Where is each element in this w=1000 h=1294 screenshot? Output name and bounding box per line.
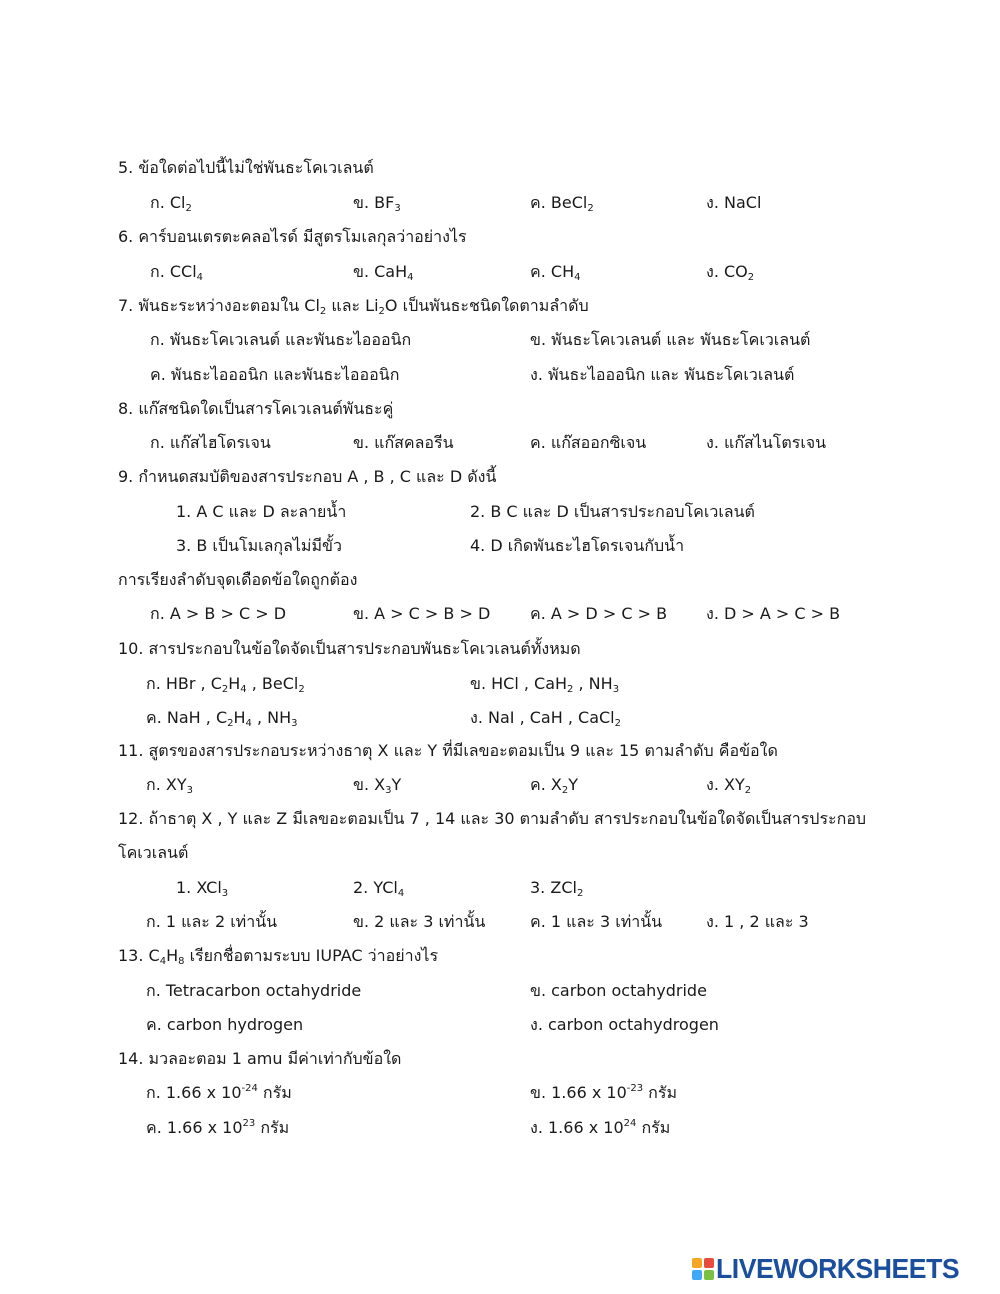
option-b[interactable]: ข. CaH$_4$ bbox=[353, 262, 414, 283]
option-c[interactable]: ค. $X_2Y$ bbox=[530, 775, 579, 796]
property-item: 4. D เกิดพันธะไฮโดรเจนกับน้ำ bbox=[470, 536, 685, 555]
option-a[interactable]: ก. $Cl_2$ bbox=[150, 193, 192, 214]
option-a[interactable]: ก. Tetracarbon octahydride bbox=[146, 981, 362, 1000]
option-b[interactable]: ข. A > C > B > D bbox=[353, 604, 491, 623]
question-12-stem-cont bbox=[0, 838, 1000, 868]
property-item: 2. B C และ D เป็นสารประกอบโคเวเลนต์ bbox=[470, 502, 755, 521]
logo-icon bbox=[692, 1258, 714, 1280]
option-c[interactable]: ค. $CH_4$ bbox=[530, 262, 581, 283]
logo-square bbox=[704, 1270, 714, 1280]
question-stem: 8. แก๊สชนิดใดเป็นสารโคเวเลนต์พันธะคู่ bbox=[118, 399, 394, 418]
question-stem: 7. พันธะระหว่างอะตอมใน $Cl_2$ และ $Li_2O$ เป็นพันธะชนิดใดตามลำดับ bbox=[118, 296, 589, 317]
question-stem: 12. ถ้าธาตุ X , Y และ Z มีเลขอะตอมเป็น 7 , 14 และ 30 ตามลำดับ สารประกอบในข้อใดจัดเป็นสารประกอบ bbox=[118, 809, 867, 828]
question-7-options-row1 bbox=[0, 325, 1000, 355]
option-a[interactable]: ก. $XY_3$ bbox=[146, 775, 193, 796]
option-d[interactable]: ง. $XY_2$ bbox=[706, 775, 752, 796]
option-b[interactable]: ข. แก๊สคลอรีน bbox=[353, 433, 454, 452]
question-14 bbox=[0, 1044, 1000, 1074]
option-a[interactable]: ก. CCl$_4$ bbox=[150, 262, 204, 283]
question-10-options-row2 bbox=[0, 703, 1000, 733]
logo-square bbox=[704, 1258, 714, 1268]
compound-item: 1. XCl$_3$ bbox=[176, 878, 229, 899]
option-d[interactable]: ง. แก๊สไนโตรเจน bbox=[706, 433, 827, 452]
logo-square bbox=[692, 1270, 702, 1280]
question-9-options bbox=[0, 599, 1000, 629]
question-9-properties-row1 bbox=[0, 497, 1000, 527]
option-b[interactable]: ข. พันธะโคเวเลนต์ และ พันธะโคเวเลนต์ bbox=[530, 330, 811, 349]
option-d[interactable]: ง. พันธะไอออนิก และ พันธะโคเวเลนต์ bbox=[530, 365, 795, 384]
option-c[interactable]: ค. 1 และ 3 เท่านั้น bbox=[530, 912, 663, 931]
sub-question: การเรียงลำดับจุดเดือดข้อใดถูกต้อง bbox=[118, 570, 358, 589]
option-a[interactable]: ก. HBr , $C_2H_4$ , BeCl$_2$ bbox=[146, 674, 305, 695]
property-item: 3. B เป็นโมเลกุลไม่มีขั้ว bbox=[176, 536, 342, 555]
question-stem: 6. คาร์บอนเตรตะคลอไรด์ มีสูตรโมเลกุลว่าอย่างไร bbox=[118, 227, 467, 246]
question-13-options-row2 bbox=[0, 1010, 1000, 1040]
property-item: 1. A C และ D ละลายน้ำ bbox=[176, 502, 347, 521]
question-7-options-row2 bbox=[0, 360, 1000, 390]
option-a[interactable]: ก. พันธะโคเวเลนต์ และพันธะไอออนิก bbox=[150, 330, 412, 349]
option-d[interactable]: ง. NaCl bbox=[706, 193, 762, 212]
option-a[interactable]: ก. แก๊สไฮโดรเจน bbox=[150, 433, 271, 452]
question-11 bbox=[0, 736, 1000, 766]
option-c[interactable]: ค. 1.66 x $10^{23}$ กรัม bbox=[146, 1118, 290, 1137]
option-b[interactable]: ข. 1.66 x $10^{-23}$ กรัม bbox=[530, 1083, 678, 1102]
logo-text: LIVEWORKSHEETS bbox=[716, 1253, 960, 1284]
liveworksheets-logo[interactable] bbox=[692, 1251, 992, 1285]
question-14-options-row2 bbox=[0, 1113, 1000, 1143]
option-b[interactable]: ข. $BF_3$ bbox=[353, 193, 401, 214]
option-d[interactable]: ง. D > A > C > B bbox=[706, 604, 841, 623]
question-10 bbox=[0, 634, 1000, 664]
option-d[interactable]: ง. 1 , 2 และ 3 bbox=[706, 912, 809, 931]
option-d[interactable]: ง. carbon octahydrogen bbox=[530, 1015, 719, 1034]
question-11-options bbox=[0, 770, 1000, 800]
option-c[interactable]: ค. พันธะไอออนิก และพันธะไอออนิก bbox=[150, 365, 400, 384]
question-8-options bbox=[0, 428, 1000, 458]
compound-item: 3. ZCl$_2$ bbox=[530, 878, 584, 899]
option-c[interactable]: ค. BeCl$_2$ bbox=[530, 193, 594, 214]
question-12 bbox=[0, 804, 1000, 834]
question-stem: 11. สูตรของสารประกอบระหว่างธาตุ X และ Y ที่มีเลขอะตอมเป็น 9 และ 15 ตามลำดับ คือข้อใด bbox=[118, 741, 778, 760]
question-13 bbox=[0, 941, 1000, 971]
question-stem: 13. $C_4H_8$ เรียกชื่อตามระบบ IUPAC ว่าอย่างไร bbox=[118, 946, 439, 967]
option-c[interactable]: ค. NaH , $C_2H_4$ , $NH_3$ bbox=[146, 708, 298, 729]
option-b[interactable]: ข. $X_3Y$ bbox=[353, 775, 402, 796]
question-7 bbox=[0, 291, 1000, 321]
option-d[interactable]: ง. $CO_2$ bbox=[706, 262, 755, 283]
option-a[interactable]: ก. 1.66 x $10^{-24}$ กรัม bbox=[146, 1083, 292, 1102]
question-10-options-row1 bbox=[0, 669, 1000, 699]
question-9-subquestion bbox=[0, 565, 1000, 595]
question-14-options-row1 bbox=[0, 1078, 1000, 1108]
option-c[interactable]: ค. A > D > C > B bbox=[530, 604, 668, 623]
option-d[interactable]: ง. NaI , CaH , CaCl$_2$ bbox=[470, 708, 621, 729]
option-b[interactable]: ข. 2 และ 3 เท่านั้น bbox=[353, 912, 486, 931]
question-6-options bbox=[0, 257, 1000, 287]
question-stem: 10. สารประกอบในข้อใดจัดเป็นสารประกอบพันธะโคเวเลนต์ทั้งหมด bbox=[118, 639, 581, 658]
compound-item: 2. YCl$_4$ bbox=[353, 878, 405, 899]
option-c[interactable]: ค. แก๊สออกซิเจน bbox=[530, 433, 647, 452]
question-9-properties-row2 bbox=[0, 531, 1000, 561]
question-stem: 14. มวลอะตอม 1 amu มีค่าเท่ากับข้อใด bbox=[118, 1049, 402, 1068]
option-b[interactable]: ข. HCl , CaH$_2$ , $NH_3$ bbox=[470, 674, 620, 695]
question-stem: 5. ข้อใดต่อไปนี้ไม่ใช่พันธะโคเวเลนต์ bbox=[118, 158, 374, 177]
question-13-options-row1 bbox=[0, 976, 1000, 1006]
option-a[interactable]: ก. A > B > C > D bbox=[150, 604, 287, 623]
option-c[interactable]: ค. carbon hydrogen bbox=[146, 1015, 304, 1034]
logo-square bbox=[692, 1258, 702, 1268]
option-b[interactable]: ข. carbon octahydride bbox=[530, 981, 707, 1000]
question-5 bbox=[0, 153, 1000, 183]
option-d[interactable]: ง. 1.66 x $10^{24}$ กรัม bbox=[530, 1118, 671, 1137]
question-12-compounds bbox=[0, 873, 1000, 903]
question-8 bbox=[0, 394, 1000, 424]
question-12-options bbox=[0, 907, 1000, 937]
question-6 bbox=[0, 222, 1000, 252]
question-5-options bbox=[0, 188, 1000, 218]
question-stem: 9. กำหนดสมบัติของสารประกอบ A , B , C และ D ดังนี้ bbox=[118, 467, 497, 486]
question-stem-continuation: โคเวเลนต์ bbox=[118, 843, 189, 862]
option-a[interactable]: ก. 1 และ 2 เท่านั้น bbox=[146, 912, 278, 931]
question-9 bbox=[0, 462, 1000, 492]
